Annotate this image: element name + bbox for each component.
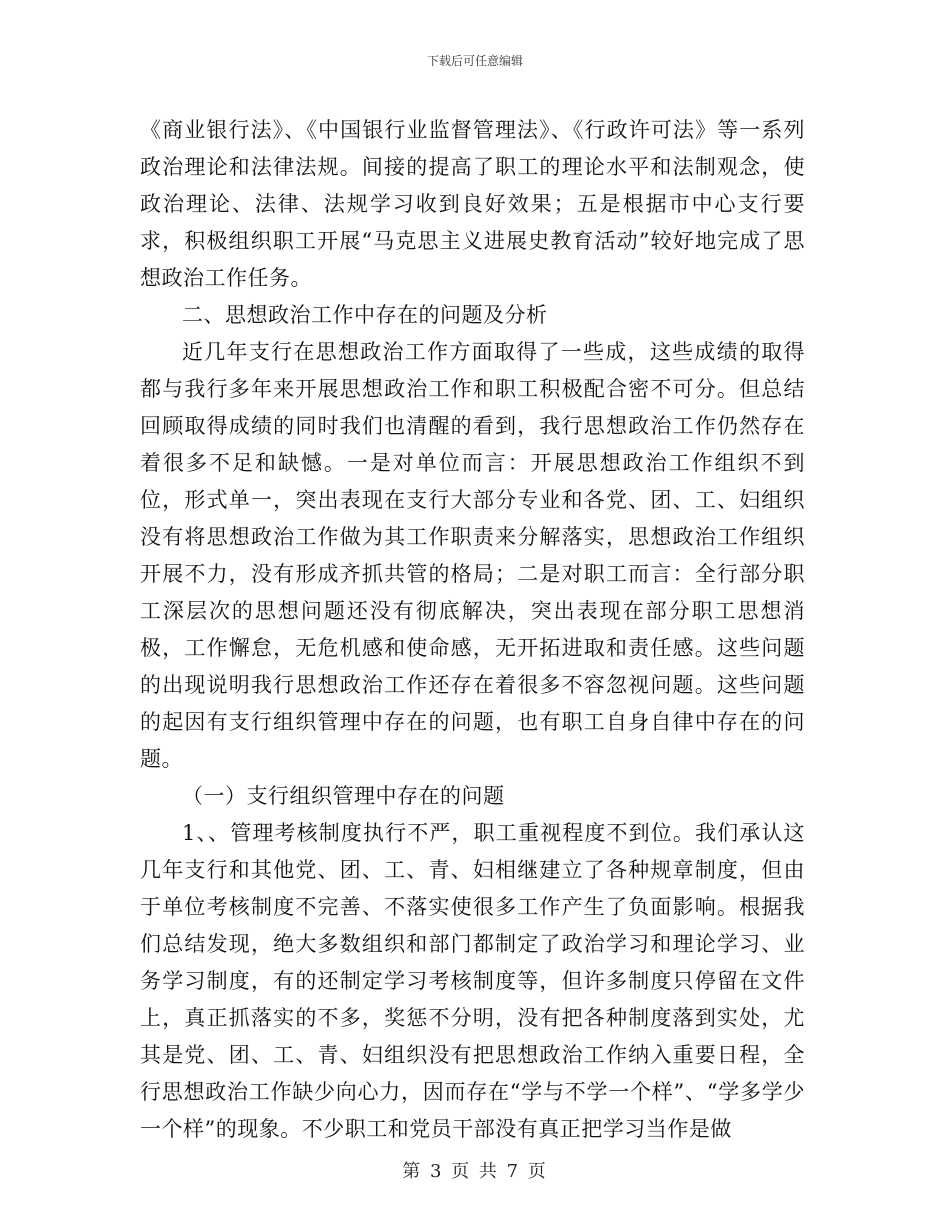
paragraph-continuation: 《商业银行法》、《中国银行业监督管理法》、《行政许可法》等一系列政治理论和法律法规。间接的提高了职工的理论水平和法制观念，使政治理论、法律、法规学习收到良好效果；五是根据市中心支行要求，积极组织职工开展“马克思主义进展史教育活动”较好地完成了思想政治工作任务。 <box>140 118 805 290</box>
subsection-heading-1: （一）支行组织管理中存在的问题 <box>182 784 505 808</box>
page-header: 下载后可任意编辑 <box>426 54 523 68</box>
paragraph-analysis: 近几年支行在思想政治工作方面取得了一些成，这些成绩的取得都与我行多年来开展思想政治工作和职工积极配合密不可分。但总结回顾取得成绩的同时我们也清醒的看到，我行思想政治工作仍然存在着很多不足和缺憾。一是对单位而言：开展思想政治工作组织不到位，形式单一，突出表现在支行大部分专业和各党、团、工、妇组织没有将思想政治工作做为其工作职责来分解落实，思想政治工作组织开展不力，没有形成齐抓共管的格局；二是对职工而言：全行部分职工深层次的思想问题还没有彻底解决，突出表现在部分职工思想消极，工作懈怠，无危机感和使命感，无开拓进取和责任感。这些问题的出现说明我行思想政治工作还存在着很多不容忽视问题。这些问题的起因有支行组织管理中存在的问题，也有职工自身自律中存在的问题。 <box>140 340 805 771</box>
document-body <box>140 112 805 1148</box>
page-number: 第 3 页 共 7 页 <box>402 1161 548 1182</box>
section-heading-2: 二、思想政治工作中存在的问题及分析 <box>182 303 548 327</box>
paragraph-item-1: 1、、管理考核制度执行不严，职工重视程度不到位。我们承认这几年支行和其他党、团、工、青、妇相继建立了各种规章制度，但由于单位考核制度不完善、不落实使很多工作产生了负面影响。根据我们总结发现，绝大多数组织和部门都制定了政治学习和理论学习、业务学习制度，有的还制定学习考核制度等，但许多制度只停留在文件上，真正抓落实的不多，奖惩不分明，没有把各种制度落到实处，尤其是党、团、工、青、妇组织没有把思想政治工作纳入重要日程，全行思想政治工作缺少向心力，因而存在“学与不学一个样”、“学多学少一个样”的现象。不少职工和党员干部没有真正把学习当作是做 <box>140 821 805 1141</box>
